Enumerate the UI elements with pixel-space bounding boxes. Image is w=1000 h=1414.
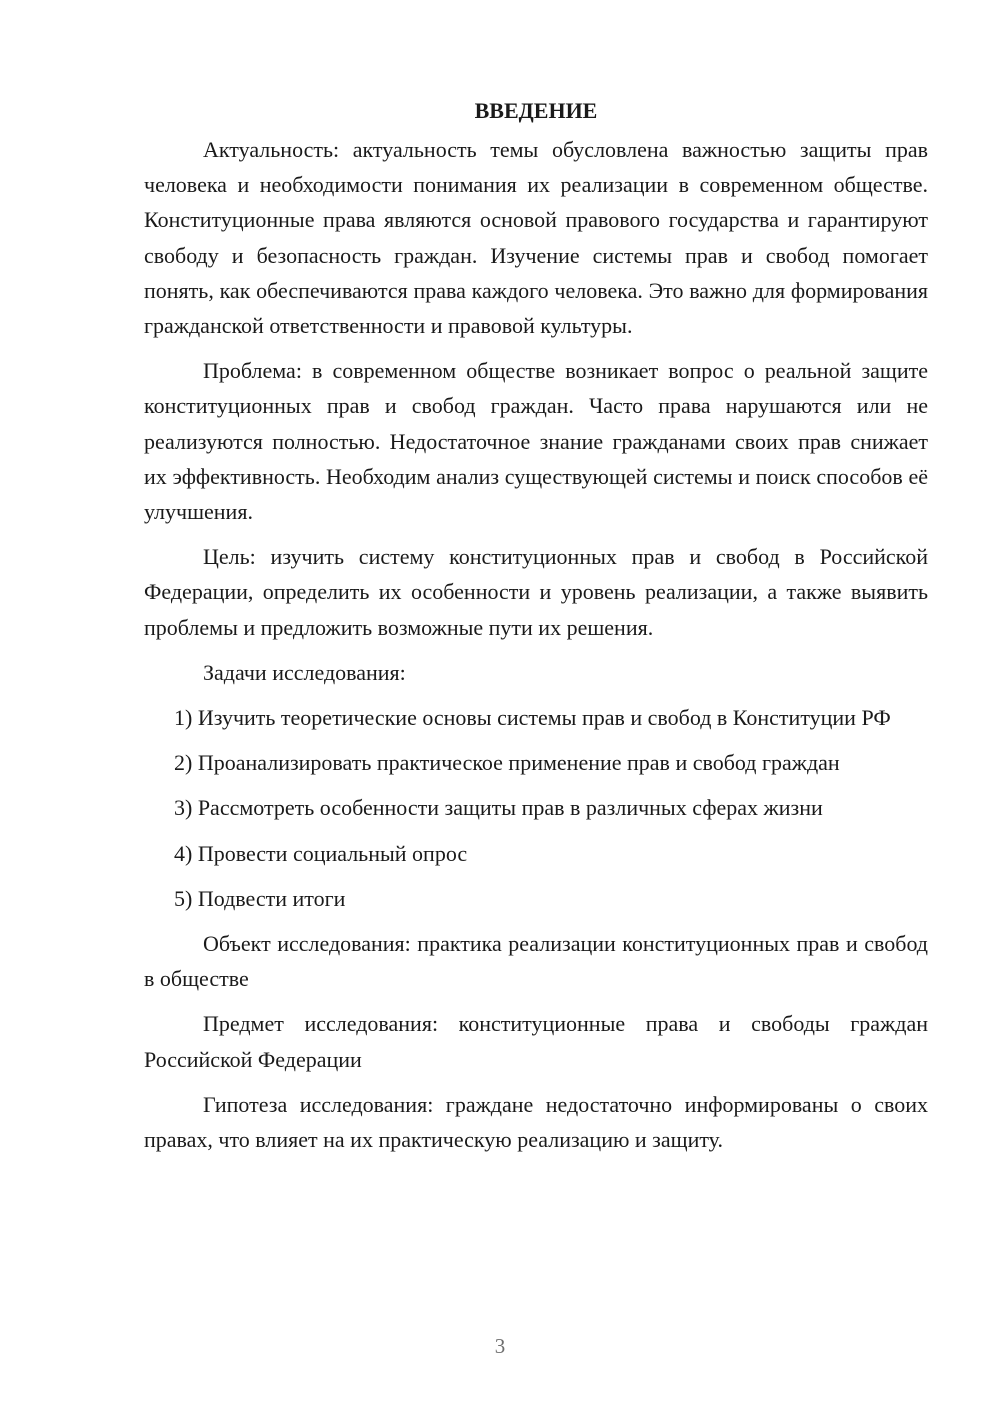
tasks-title: Задачи исследования:: [203, 659, 406, 685]
tasks-list: [144, 700, 928, 916]
relevance-paragraph: Актуальность: актуальность темы обусловлена важностью защиты прав человека и необходимости понимания их реализации в современном обществе. Конституционные права являются основой правового государства и гарантируют свободу и безопасность граждан. Изучение системы прав и свобод помогает понять, как обеспечиваются права каждого человека. Это важно для формирования гражданской ответственности и правовой культуры.: [144, 137, 928, 339]
hypothesis-paragraph: Гипотеза исследования: граждане недостаточно информированы о своих правах, что влияет на их практическую реализацию и защиту.: [144, 1091, 928, 1153]
list-item: 5) Подвести итоги: [174, 885, 346, 911]
document-page: [144, 96, 928, 1167]
object-paragraph: Объект исследования: практика реализации конституционных прав и свобод в обществе: [144, 931, 928, 992]
list-item: 3) Рассмотреть особенности защиты прав в различных сферах жизни: [174, 795, 823, 821]
problem-paragraph: Проблема: в современном обществе возникает вопрос о реальной защите конституционных прав и свобод граждан. Часто права нарушаются или не реализуются полностью. Недостаточное знание гражданами своих прав снижает их эффективность. Необходим анализ существующей системы и поиск способов её улучшения.: [144, 358, 928, 525]
page-number: 3: [494, 1334, 506, 1358]
goal-paragraph: Цель: изучить систему конституционных прав и свобод в Российской Федерации, определить их особенности и уровень реализации, а также выявить проблемы и предложить возможные пути их решения.: [144, 544, 928, 640]
page-title: ВВЕДЕНИЕ: [474, 98, 598, 123]
list-item: 1) Изучить теоретические основы системы прав и свобод в Конституции РФ: [174, 705, 891, 731]
list-item: 2) Проанализировать практическое применение прав и свобод граждан: [174, 750, 840, 776]
subject-paragraph: Предмет исследования: конституционные права и свободы граждан Российской Федерации: [144, 1011, 928, 1072]
list-item: 4) Провести социальный опрос: [174, 840, 468, 866]
